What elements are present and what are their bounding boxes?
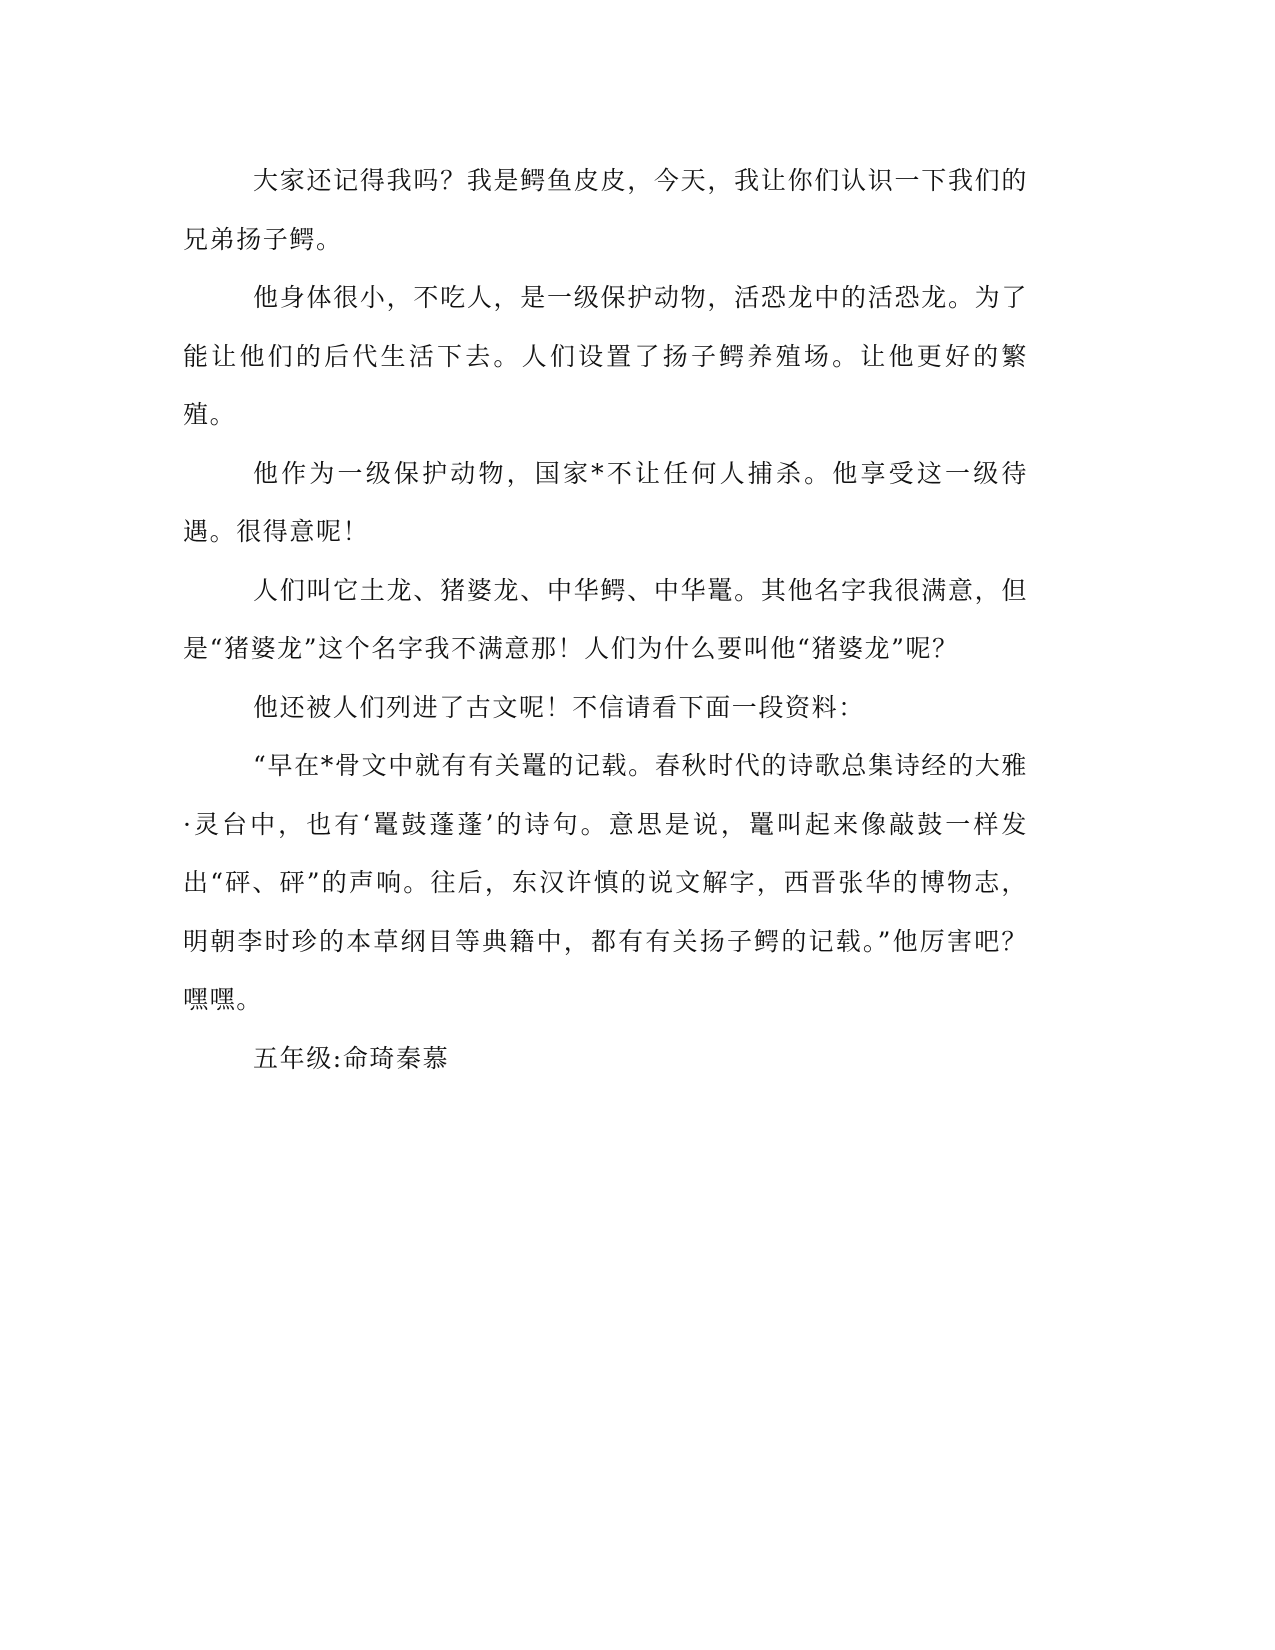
paragraph-quote: “早在*骨文中就有有关鼍的记载。春秋时代的诗歌总集诗经的大雅·灵台中，也有‘鼍鼓蓬蓬’的诗句。意思是说，鼍叫起来像敲鼓一样发出“砰、砰”的声响。往后，东汉许慎的说文解字，西晋张华的博物志，明朝李时珍的本草纲目等典籍中，都有有关扬子鳄的记载。”他厉害吧？嘿嘿。: [183, 751, 1028, 1014]
paragraph-protection: 他作为一级保护动物，国家*不让任何人捕杀。他享受这一级待遇。很得意呢！: [183, 458, 1028, 546]
paragraph-intro: 大家还记得我吗？我是鳄鱼皮皮，今天，我让你们认识一下我们的兄弟扬子鳄。: [183, 166, 1028, 254]
document-body: [183, 152, 1028, 1088]
paragraph-names: 人们叫它土龙、猪婆龙、中华鳄、中华鼍。其他名字我很满意，但是“猪婆龙”这个名字我不满意那！人们为什么要叫他“猪婆龙”呢？: [183, 575, 1028, 663]
author-signature: 五年级:命琦秦慕: [253, 1043, 450, 1073]
paragraph-body-size: 他身体很小，不吃人，是一级保护动物，活恐龙中的活恐龙。为了能让他们的后代生活下去。人们设置了扬子鳄养殖场。让他更好的繁殖。: [183, 283, 1028, 429]
paragraph-ancient-text: 他还被人们列进了古文呢！不信请看下面一段资料：: [253, 692, 865, 722]
